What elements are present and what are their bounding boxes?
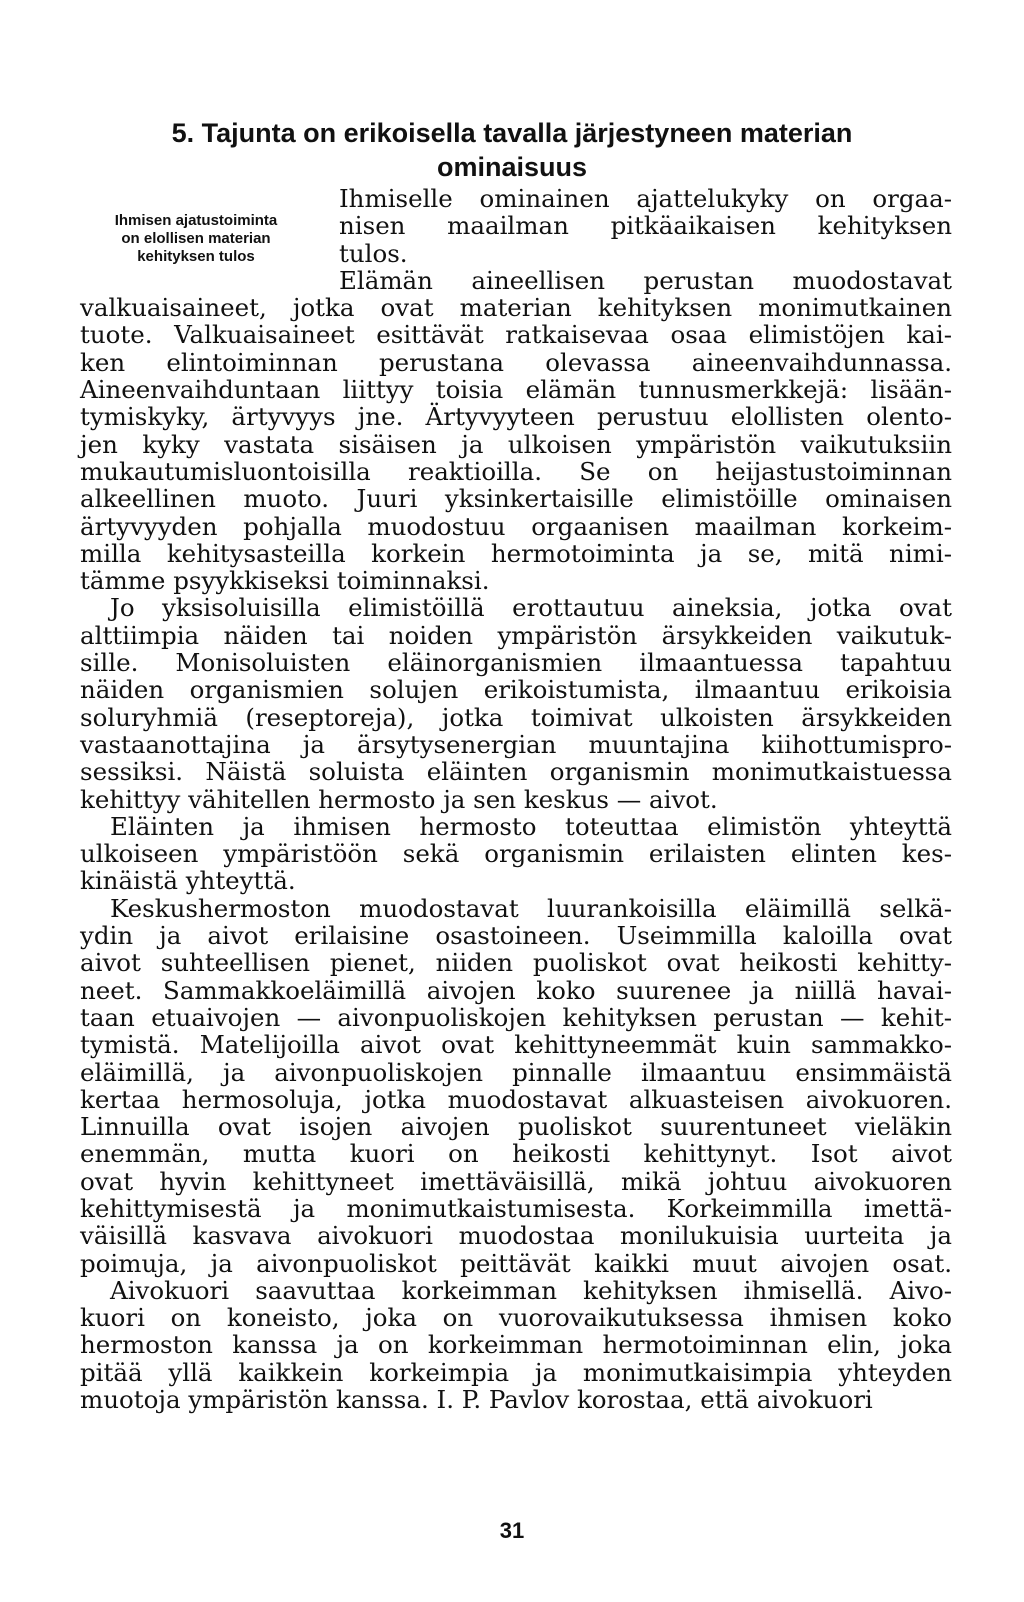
text-line: nisen maailman pitkäaikaisen kehityksen (339, 211, 952, 241)
text-line: aivot suhteellisen pienet, niiden puoliskot ovat heikosti kehitty- (80, 948, 952, 978)
text-line: tymiskyky, ärtyvyys jne. Ärtyvyyteen perustuu elollisten olento- (80, 402, 952, 432)
text-line: milla kehitysasteilla korkein hermotoiminta ja se, mitä nimi- (80, 538, 952, 568)
text-line: tulos. (339, 238, 408, 268)
section-heading-line-2: ominaisuus (436, 152, 588, 182)
text-line: ken elintoiminnan perustana olevassa aineenvaihdunnassa. (80, 347, 952, 377)
text-line: alttiimpia näiden tai noiden ympäristön ärsykkeiden vaikutuk- (80, 620, 952, 650)
text-line: Aineenvaihduntaan liittyy toisia elämän tunnusmerkkejä: lisään- (80, 375, 952, 405)
section-heading-line-1: 5. Tajunta on erikoisella tavalla järjestyneen materian (171, 118, 853, 148)
margin-note-line-3: kehityksen tulos (137, 248, 255, 265)
text-line: Aivokuori saavuttaa korkeimman kehityksen ihmisellä. Aivo- (110, 1275, 952, 1305)
text-line: väisillä kasvava aivokuori muodostaa monilukuisia uurteita ja (80, 1221, 952, 1251)
text-line: ärtyvyyden pohjalla muodostuu orgaanisen maailman korkeim- (80, 511, 952, 541)
text-line: näiden organismien solujen erikoistumista, ilmaantuu erikoisia (80, 675, 952, 705)
text-line: alkeellinen muoto. Juuri yksinkertaisille elimistöille ominaisen (80, 484, 952, 514)
text-line: Linnuilla ovat isojen aivojen puoliskot suurentuneet vieläkin (80, 1112, 952, 1142)
text-line: jen kyky vastata sisäisen ja ulkoisen ympäristön vaikutuksiin (80, 429, 952, 459)
text-line: Eläinten ja ihmisen hermosto toteuttaa elimistön yhteyttä (110, 811, 952, 841)
text-line: ovat hyvin kehittyneet imettäväisillä, mikä johtuu aivokuoren (80, 1166, 952, 1196)
text-line: Jo yksisoluisilla elimistöillä erottautuu aineksia, jotka ovat (110, 593, 952, 623)
text-line: poimuja, ja aivonpuoliskot peittävät kaikki muut aivojen osat. (80, 1248, 952, 1278)
text-line: sille. Monisoluisten eläinorganismien ilmaantuessa tapahtuu (80, 648, 952, 678)
text-line: hermoston kanssa ja on korkeimman hermotoiminnan elin, joka (80, 1330, 952, 1360)
text-line: sessiksi. Näistä soluista eläinten organismin monimutkaistuessa (80, 757, 952, 787)
text-line: neet. Sammakkoeläimillä aivojen koko suurenee ja niillä havai- (80, 975, 952, 1005)
text-line: Elämän aineellisen perustan muodostavat (339, 265, 952, 295)
text-line: ulkoiseen ympäristöön sekä organismin erilaisten elinten kes- (80, 839, 952, 869)
text-line: eläimillä, ja aivonpuoliskojen pinnalle ilmaantuu ensimmäistä (80, 1057, 952, 1087)
text-line: enemmän, mutta kuori on heikosti kehittynyt. Isot aivot (80, 1139, 952, 1169)
text-line: Ihmiselle ominainen ajattelukyky on orgaa- (339, 184, 952, 213)
text-line: kehittyy vähitellen hermosto ja sen keskus — aivot. (80, 784, 718, 814)
text-line: kertaa hermosoluja, jotka muodostavat alkuasteisen aivokuoren. (80, 1084, 952, 1114)
text-line: soluryhmiä (reseptoreja), jotka toimivat ulkoisten ärsykkeiden (80, 702, 952, 732)
margin-note-line-1: Ihmisen ajatustoiminta (114, 212, 278, 229)
text-line: valkuaisaineet, jotka ovat materian kehityksen monimutkainen (80, 293, 952, 323)
text-line: kinäistä yhteyttä. (80, 866, 296, 896)
text-line: tämme psyykkiseksi toiminnaksi. (80, 566, 490, 596)
text-line: vastaanottajina ja ärsytysenergian muuntajina kiihottumispro- (80, 729, 952, 759)
text-line: pitää yllä kaikkein korkeimpia ja monimutkaisimpia yhteyden (80, 1357, 952, 1387)
section-heading (80, 116, 944, 184)
page-number: 31 (499, 1518, 525, 1543)
text-line: tuote. Valkuaisaineet esittävät ratkaisevaa osaa elimistöjen kai- (80, 320, 952, 350)
text-line: muotoja ympäristön kanssa. I. P. Pavlov korostaa, että aivokuori (80, 1385, 873, 1415)
text-line: tymistä. Matelijoilla aivot ovat kehittyneemmät kuin sammakko- (80, 1030, 952, 1060)
text-line: taan etuaivojen — aivonpuoliskojen kehityksen perustan — kehit- (80, 1002, 952, 1032)
text-line: ydin ja aivot erilaisine osastoineen. Useimmilla kaloilla ovat (80, 921, 952, 951)
text-line: mukautumisluontoisilla reaktioilla. Se on heijastustoiminnan (80, 456, 952, 486)
body-text (80, 185, 952, 1413)
text-line: Keskushermoston muodostavat luurankoisilla eläimillä selkä- (110, 893, 952, 923)
text-line: kuori on koneisto, joka on vuorovaikutuksessa ihmisen koko (80, 1303, 952, 1333)
margin-note-line-2: on elollisen materian (121, 230, 271, 247)
text-line: kehittymisestä ja monimutkaistumisesta. Korkeimmilla imettä- (80, 1193, 952, 1223)
